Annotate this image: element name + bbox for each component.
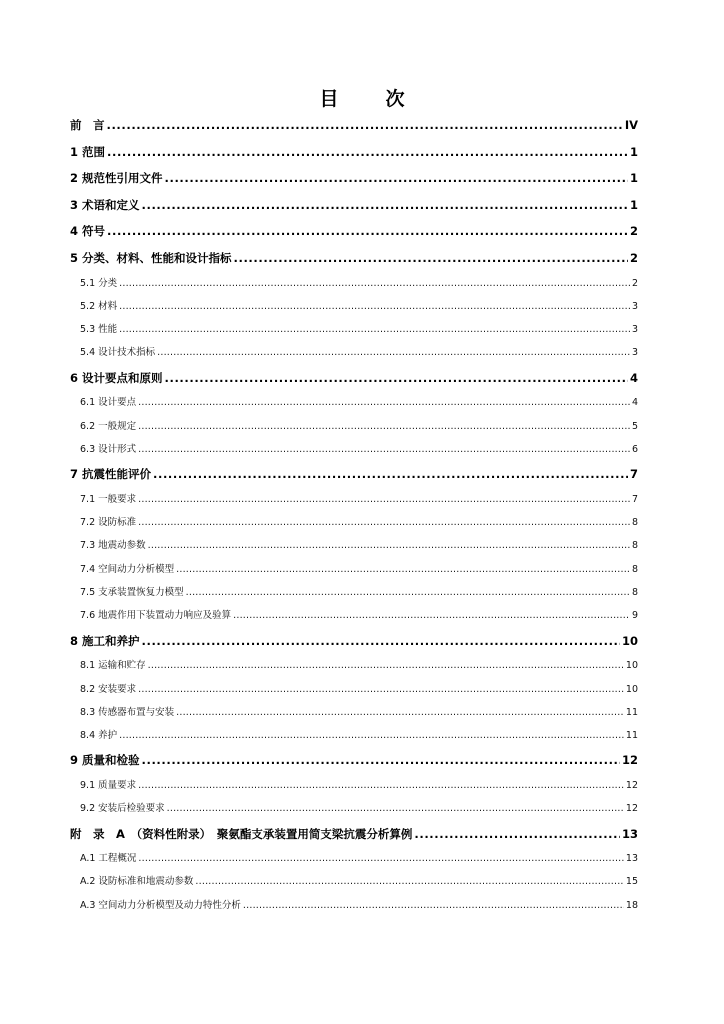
toc-chapter-entry[interactable] (70, 747, 638, 774)
toc-section-entry[interactable] (70, 534, 638, 557)
toc-dot-leader (138, 847, 623, 870)
toc-chapter-entry[interactable] (70, 192, 638, 219)
toc-page-number: 8 (631, 587, 638, 599)
toc-entry-label: 8 施工和养护 (70, 633, 140, 648)
toc-entry-label: A.2 设防标准和地震动参数 (80, 876, 194, 888)
toc-section-entry[interactable] (70, 701, 638, 724)
toc-dot-leader (148, 654, 624, 677)
toc-entry-label: 5 分类、材料、性能和设计指标 (70, 250, 232, 265)
toc-section-entry[interactable] (70, 272, 638, 295)
table-of-contents (70, 112, 638, 917)
toc-entry-label: 7.5 支承装置恢复力模型 (80, 587, 184, 599)
toc-page-number: 5 (631, 420, 638, 432)
toc-page-number: 9 (631, 610, 638, 622)
toc-section-entry[interactable] (70, 724, 638, 747)
toc-section-entry[interactable] (70, 558, 638, 581)
toc-page-number: 18 (625, 899, 638, 911)
toc-chapter-entry[interactable] (70, 165, 638, 192)
toc-dot-leader (138, 678, 624, 701)
toc-dot-leader (142, 747, 620, 774)
toc-entry-label: 3 术语和定义 (70, 197, 140, 212)
toc-page-number: 1 (629, 144, 638, 159)
toc-page-number: 3 (631, 324, 638, 336)
toc-entry-label: 5.1 分类 (80, 277, 118, 289)
toc-chapter-entry[interactable] (70, 139, 638, 166)
toc-dot-leader (233, 604, 630, 627)
toc-page-number: 7 (629, 467, 638, 482)
toc-dot-leader (138, 511, 630, 534)
toc-dot-leader (119, 318, 630, 341)
toc-section-entry[interactable] (70, 654, 638, 677)
toc-section-entry[interactable] (70, 870, 638, 893)
toc-entry-label: 9 质量和检验 (70, 753, 140, 768)
toc-dot-leader (165, 365, 628, 392)
toc-dot-leader (243, 894, 624, 917)
toc-dot-leader (138, 488, 630, 511)
toc-dot-leader (157, 341, 630, 364)
toc-dot-leader (167, 797, 624, 820)
toc-dot-leader (153, 461, 628, 488)
toc-dot-leader (142, 628, 620, 655)
toc-entry-label: 8.2 安装要求 (80, 683, 137, 695)
toc-dot-leader (186, 581, 630, 604)
toc-section-entry[interactable] (70, 488, 638, 511)
toc-entry-label: 4 符号 (70, 224, 106, 239)
toc-entry-label: 6.3 设计形式 (80, 443, 137, 455)
toc-page-number: 12 (625, 779, 638, 791)
toc-entry-label: 5.4 设计技术指标 (80, 347, 156, 359)
toc-section-entry[interactable] (70, 341, 638, 364)
toc-dot-leader (148, 534, 630, 557)
toc-entry-label: 附 录 A （资料性附录） 聚氨酯支承装置用简支梁抗震分析算例 (70, 826, 413, 841)
toc-page-number: 3 (631, 300, 638, 312)
toc-dot-leader (138, 415, 630, 438)
toc-page-number: 2 (631, 277, 638, 289)
toc-entry-label: 7.4 空间动力分析模型 (80, 563, 175, 575)
toc-entry-label: A.1 工程概况 (80, 853, 137, 865)
toc-chapter-entry[interactable] (70, 218, 638, 245)
toc-page-number: 2 (629, 224, 638, 239)
toc-chapter-entry[interactable] (70, 628, 638, 655)
toc-dot-leader (414, 821, 620, 848)
toc-chapter-entry[interactable] (70, 112, 638, 139)
toc-page-number: 10 (621, 633, 638, 648)
toc-entry-label: 7.2 设防标准 (80, 517, 137, 529)
toc-entry-label: 9.1 质量要求 (80, 779, 137, 791)
toc-dot-leader (138, 438, 630, 461)
toc-page-number: 8 (631, 517, 638, 529)
toc-dot-leader (107, 139, 628, 166)
toc-section-entry[interactable] (70, 774, 638, 797)
toc-chapter-entry[interactable] (70, 461, 638, 488)
toc-page-number: 7 (631, 493, 638, 505)
toc-page-number: 13 (625, 853, 638, 865)
toc-section-entry[interactable] (70, 678, 638, 701)
toc-entry-label: 前 言 (70, 118, 105, 132)
toc-dot-leader (176, 558, 630, 581)
toc-section-entry[interactable] (70, 847, 638, 870)
toc-page-number: 4 (631, 397, 638, 409)
toc-entry-label: 7.1 一般要求 (80, 493, 137, 505)
toc-entry-label: 7 抗震性能评价 (70, 467, 152, 482)
toc-page-number: 8 (631, 540, 638, 552)
toc-page-number: 10 (625, 660, 638, 672)
toc-dot-leader (119, 295, 630, 318)
toc-section-entry[interactable] (70, 391, 638, 414)
toc-entry-label: 6.1 设计要点 (80, 397, 137, 409)
toc-dot-leader (142, 192, 628, 219)
toc-dot-leader (119, 724, 624, 747)
toc-entry-label: 6.2 一般规定 (80, 420, 137, 432)
toc-entry-label: 2 规范性引用文件 (70, 171, 163, 186)
toc-section-entry[interactable] (70, 797, 638, 820)
toc-entry-label: 8.4 养护 (80, 730, 118, 742)
toc-page-number: 12 (621, 753, 638, 768)
toc-chapter-entry[interactable] (70, 365, 638, 392)
toc-dot-leader (176, 701, 624, 724)
toc-entry-label: 7.6 地震作用下装置动力响应及验算 (80, 610, 232, 622)
toc-section-entry[interactable] (70, 438, 638, 461)
page-title: 目 次 (319, 88, 419, 110)
toc-section-entry[interactable] (70, 581, 638, 604)
toc-entry-label: A.3 空间动力分析模型及动力特性分析 (80, 899, 241, 911)
toc-entry-label: 1 范围 (70, 144, 106, 159)
toc-page-number: 2 (629, 250, 638, 265)
toc-page-number: 8 (631, 563, 638, 575)
toc-section-entry[interactable] (70, 295, 638, 318)
toc-page-number: 12 (625, 803, 638, 815)
toc-page-number: 3 (631, 347, 638, 359)
toc-dot-leader (138, 391, 630, 414)
toc-section-entry[interactable] (70, 604, 638, 627)
toc-entry-label: 7.3 地震动参数 (80, 540, 146, 552)
toc-dot-leader (234, 245, 628, 272)
toc-page-number: 11 (625, 730, 638, 742)
toc-entry-label: 8.3 传感器布置与安装 (80, 706, 175, 718)
toc-entry-label: 8.1 运输和贮存 (80, 660, 146, 672)
toc-page-number: 1 (629, 171, 638, 186)
toc-page-number: 13 (621, 826, 638, 841)
toc-page-number: 10 (625, 683, 638, 695)
toc-entry-label: 6 设计要点和原则 (70, 370, 163, 385)
toc-dot-leader (107, 112, 623, 139)
toc-dot-leader (119, 272, 630, 295)
toc-chapter-entry[interactable] (70, 821, 638, 848)
toc-chapter-entry[interactable] (70, 245, 638, 272)
toc-page-number: 6 (631, 443, 638, 455)
toc-dot-leader (195, 870, 623, 893)
toc-entry-label: 9.2 安装后检验要求 (80, 803, 165, 815)
toc-page-number: 4 (629, 370, 638, 385)
toc-section-entry[interactable] (70, 894, 638, 917)
toc-entry-label: 5.3 性能 (80, 324, 118, 336)
toc-page-number: 15 (625, 876, 638, 888)
toc-page-number: IV (624, 118, 638, 132)
toc-entry-label: 5.2 材料 (80, 300, 118, 312)
toc-dot-leader (165, 165, 628, 192)
toc-page-number: 11 (625, 706, 638, 718)
toc-section-entry[interactable] (70, 415, 638, 438)
toc-dot-leader (107, 218, 628, 245)
toc-section-entry[interactable] (70, 511, 638, 534)
toc-dot-leader (138, 774, 624, 797)
toc-page-number: 1 (629, 197, 638, 212)
toc-section-entry[interactable] (70, 318, 638, 341)
